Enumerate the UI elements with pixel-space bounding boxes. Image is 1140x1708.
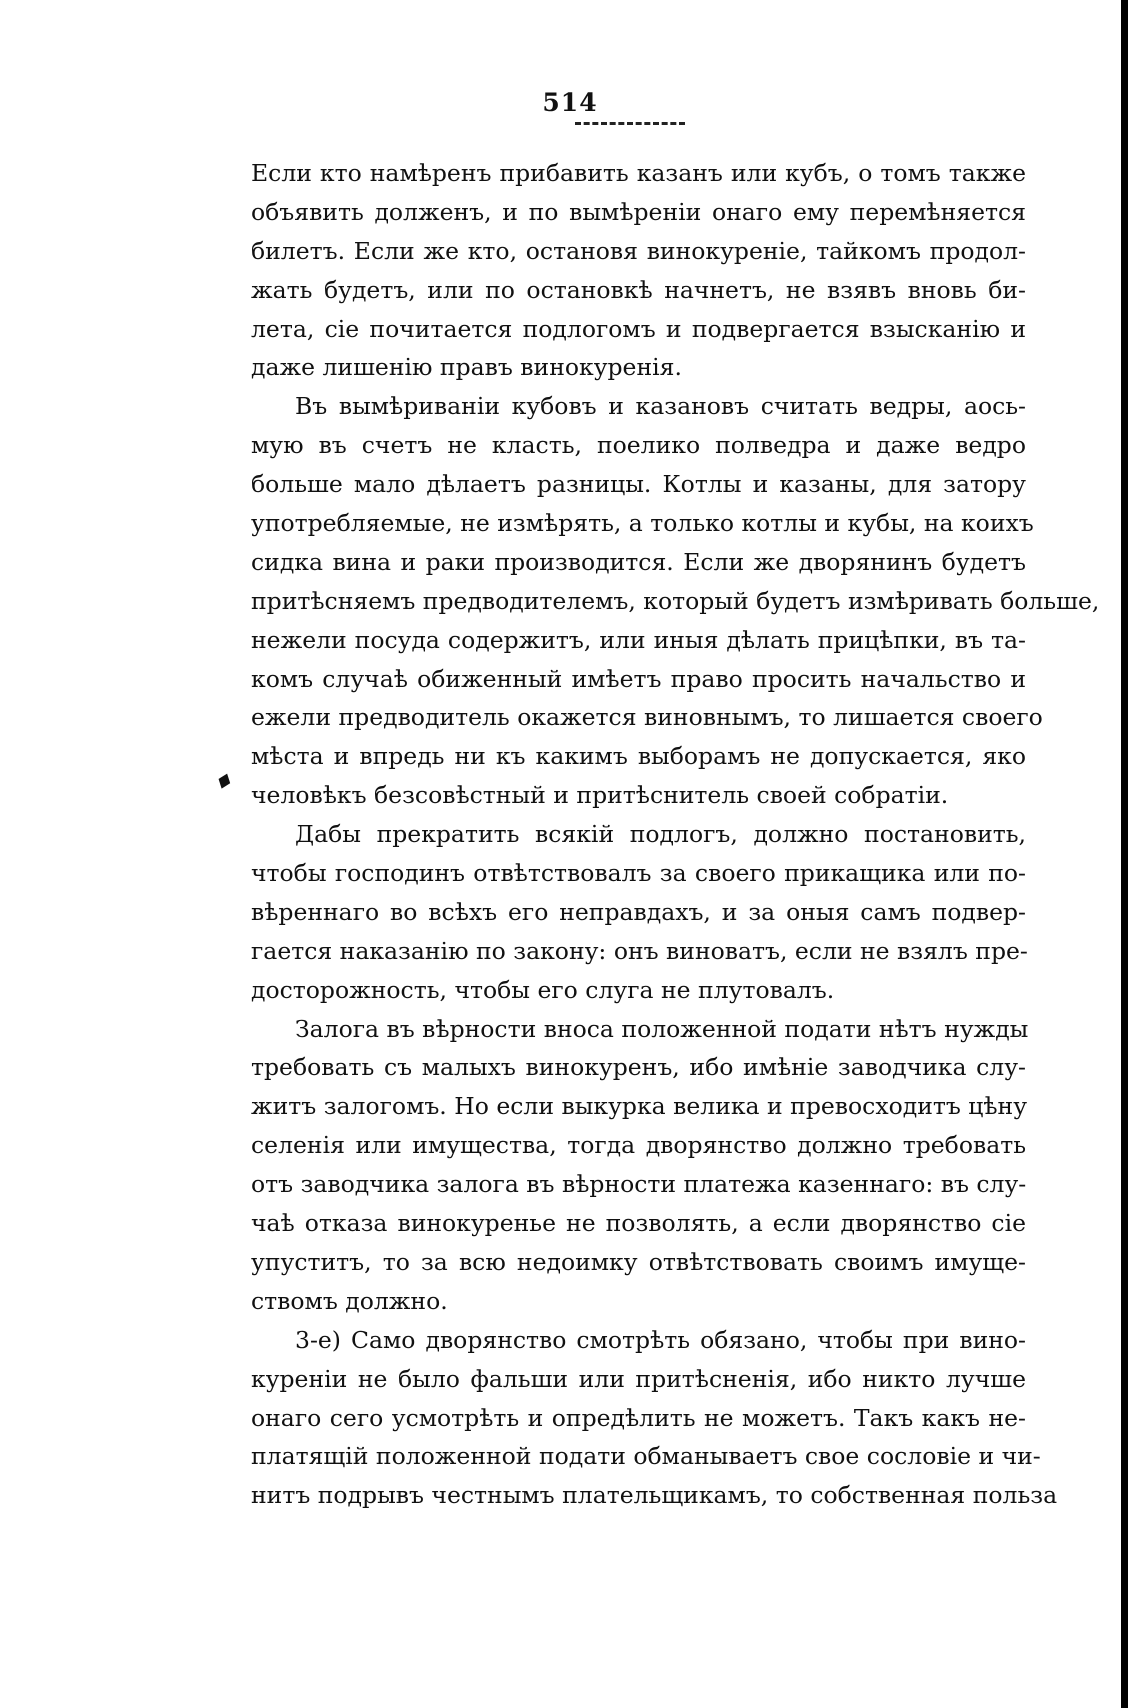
text-line: нежели посуда содержитъ, или иныя дѣлать прицѣпки, въ та- xyxy=(251,625,1026,654)
text-line: житъ залогомъ. Но если выкурка велика и превосходитъ цѣну xyxy=(251,1092,1028,1121)
text-line: отъ заводчика залога въ вѣрности платежа казеннаго: въ слу- xyxy=(251,1170,1027,1199)
text-line: ежели предводитель окажется виновнымъ, то лишается своего xyxy=(251,703,1043,732)
text-line: селенія или имущества, тогда дворянство должно требовать xyxy=(251,1131,1026,1160)
text-line: употребляемые, не измѣрять, а только котлы и кубы, на коихъ xyxy=(251,509,1034,538)
text-line: билетъ. Если же кто, остановя винокуреніе, тайкомъ продол- xyxy=(251,236,1026,265)
text-line: платящій положенной подати обманываетъ свое сословіе и чи- xyxy=(251,1442,1041,1471)
text-line: вѣреннаго во всѣхъ его неправдахъ, и за оныя самъ подвер- xyxy=(251,897,1026,926)
paragraph-first-line: Въ вымѣриваніи кубовъ и казановъ считать ведры, аось- xyxy=(295,392,1026,421)
text-line: объявить долженъ, и по вымѣреніи онаго ему перемѣняется xyxy=(251,197,1026,226)
text-line: сидка вина и раки производится. Если же дворянинъ будетъ xyxy=(251,547,1026,576)
text-line: требовать съ малыхъ винокуренъ, ибо имѣніе заводчика слу- xyxy=(251,1053,1026,1082)
text-line: мѣста и впредь ни къ какимъ выборамъ не допускается, яко xyxy=(251,742,1026,771)
text-line: комъ случаѣ обиженный имѣетъ право просить начальство и xyxy=(251,664,1026,693)
text-line: Если кто намѣренъ прибавить казанъ или кубъ, о томъ также xyxy=(251,159,1026,187)
text-line: ствомъ должно. xyxy=(251,1286,448,1315)
text-line: нитъ подрывъ честнымъ плательщикамъ, то собственная польза xyxy=(251,1481,1058,1510)
text-line: даже лишенію правъ винокуренія. xyxy=(251,353,682,382)
text-line: притѣсняемъ предводителемъ, который будетъ измѣривать больше, xyxy=(251,586,1100,615)
text-line: жать будетъ, или по остановкѣ начнетъ, не взявъ вновь би- xyxy=(251,275,1026,304)
text-line: лета, сіе почитается подлогомъ и подвергается взысканію и xyxy=(251,314,1026,343)
page-binding-edge xyxy=(1121,0,1128,1708)
paragraph-first-line: 3-е) Само дворянство смотрѣть обязано, чтобы при вино- xyxy=(295,1325,1026,1354)
body-text xyxy=(251,154,1100,1515)
text-line: куреніи не было фальши или притѣсненія, ибо никто лучше xyxy=(251,1364,1026,1393)
margin-ink-mark: ♦ xyxy=(210,767,238,798)
text-line: упуститъ, то за всю недоимку отвѣтствовать своимъ имуще- xyxy=(251,1247,1026,1276)
text-line: мую въ счетъ не класть, поелико полведра и даже ведро xyxy=(251,431,1026,460)
text-line: чтобы господинъ отвѣтствовалъ за своего прикащика или по- xyxy=(251,859,1026,888)
page-number-underline xyxy=(575,122,685,125)
text-line: чаѣ отказа винокуренье не позволять, а если дворянство сіе xyxy=(251,1209,1026,1238)
text-line: гается наказанію по закону: онъ виноватъ, если не взялъ пре- xyxy=(251,936,1028,965)
text-line: больше мало дѣлаетъ разницы. Котлы и казаны, для затору xyxy=(251,470,1026,499)
paragraph-first-line: Залога въ вѣрности вноса положенной подати нѣтъ нужды xyxy=(295,1014,1029,1043)
paragraph-first-line: Дабы прекратить всякій подлогъ, должно постановить, xyxy=(295,820,1026,849)
text-line: досторожность, чтобы его слуга не плутовалъ. xyxy=(251,975,835,1004)
text-line: человѣкъ безсовѣстный и притѣснитель своей собратіи. xyxy=(251,781,949,810)
page-number: 514 xyxy=(542,88,598,117)
text-line: онаго сего усмотрѣть и опредѣлить не можетъ. Такъ какъ не- xyxy=(251,1403,1026,1432)
